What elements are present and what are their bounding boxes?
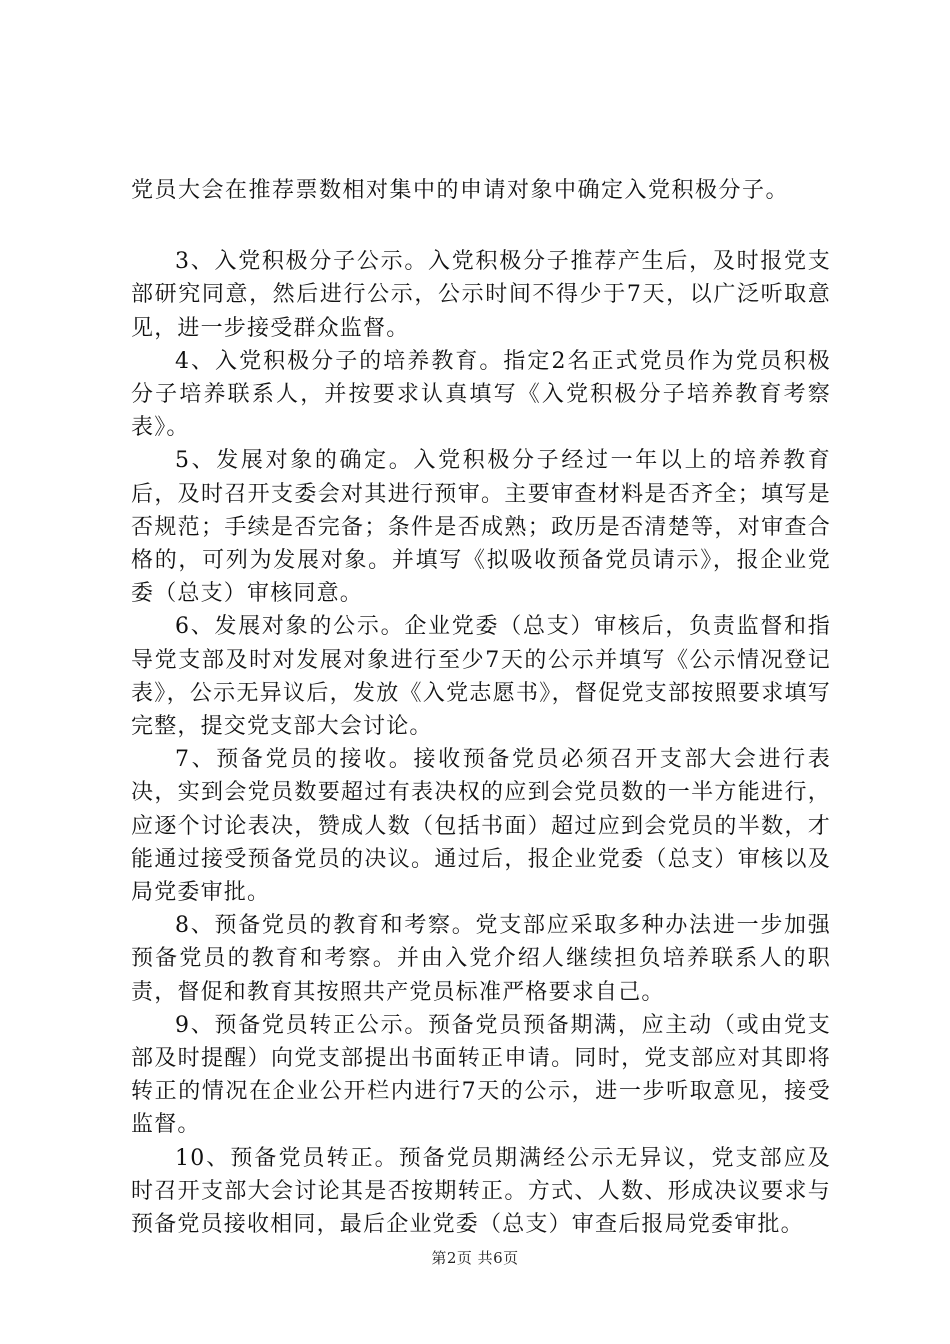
paragraph-9: 9、预备党员转正公示。预备党员预备期满，应主动（或由党支部及时提醒）向党支部提出书面转正申请。同时，党支部应对其即将转正的情况在企业公开栏内进行7天的公示，进一步听取意见，接受监督。 [131, 1012, 831, 1138]
page-footer: 第2页 共6页 [431, 1249, 519, 1267]
paragraph-5: 5、发展对象的确定。入党积极分子经过一年以上的培养教育后，及时召开支委会对其进行预审。主要审查材料是否齐全；填写是否规范；手续是否完备；条件是否成熟；政历是否清楚等，对审查合格的，可列为发展对象。并填写《拟吸收预备党员请示》，报企业党委（总支）审核同意。 [131, 448, 831, 607]
paragraph-10: 10、预备党员转正。预备党员期满经公示无异议，党支部应及时召开支部大会讨论其是否按期转正。方式、人数、形成决议要求与预备党员接收相同，最后企业党委（总支）审查后报局党委审批。 [131, 1145, 831, 1238]
paragraph-4: 4、入党积极分子的培养教育。指定2名正式党员作为党员积极分子培养联系人，并按要求认真填写《入党积极分子培养教育考察表》。 [131, 348, 831, 441]
paragraph-7: 7、预备党员的接收。接收预备党员必须召开支部大会进行表决，实到会党员数要超过有表决权的应到会党员数的一半方能进行，应逐个讨论表决，赞成人数（包括书面）超过应到会党员的半数，才能通过接受预备党员的决议。通过后，报企业党委（总支）审核以及局党委审批。 [131, 747, 831, 906]
paragraph-8: 8、预备党员的教育和考察。党支部应采取多种办法进一步加强预备党员的教育和考察。并由入党介绍人继续担负培养联系人的职责，督促和教育其按照共产党员标准严格要求自己。 [131, 913, 831, 1005]
paragraph-6: 6、发展对象的公示。企业党委（总支）审核后，负责监督和指导党支部及时对发展对象进行至少7天的公示并填写《公示情况登记表》，公示无异议后，发放《入党志愿书》，督促党支部按照要求填写完整，提交党支部大会讨论。 [131, 614, 831, 740]
paragraph-3: 3、入党积极分子公示。入党积极分子推荐产生后，及时报党支部研究同意，然后进行公示，公示时间不得少于7天，以广泛听取意见，进一步接受群众监督。 [131, 249, 831, 341]
document-body [131, 174, 831, 1241]
lead-line: 党员大会在推荐票数相对集中的申请对象中确定入党积极分子。 [131, 178, 790, 203]
